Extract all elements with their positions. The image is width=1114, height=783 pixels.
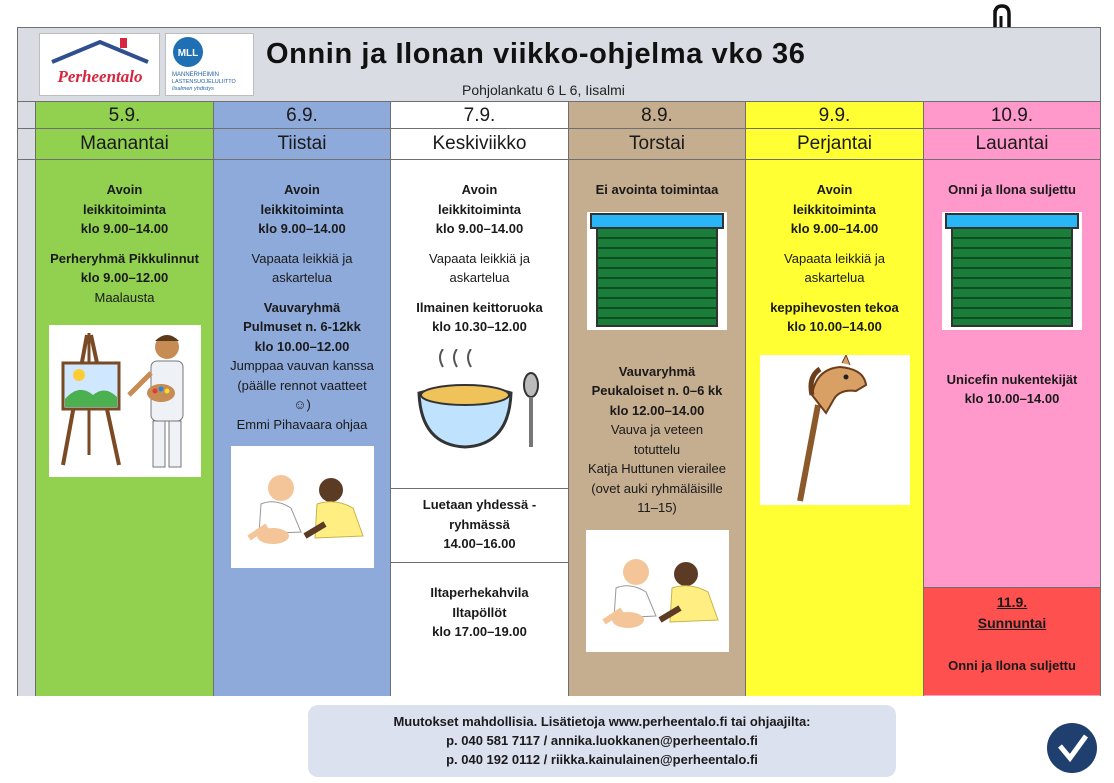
date-cell: 6.9.	[214, 102, 390, 129]
babies-picture	[586, 530, 729, 652]
activity-block: Vapaata leikkiä ja askartelua	[429, 250, 530, 285]
day-name-cell: Lauantai	[924, 129, 1100, 160]
date-cell: 7.9.	[391, 102, 568, 129]
day-name-cell: Perjantai	[746, 129, 923, 160]
activity-block: Ilmainen keittoruoka klo 10.30–12.00	[416, 299, 543, 334]
activity-block: Vauvaryhmä Pulmuset n. 6-12kk klo 10.00–12.00	[243, 299, 361, 354]
day-column-tuesday	[214, 102, 391, 696]
painter-picture	[49, 325, 201, 477]
day-column-wednesday	[391, 102, 569, 696]
day-name-cell: Maanantai	[36, 129, 213, 160]
date-cell: 9.9.	[746, 102, 923, 129]
weekly-schedule-table	[17, 27, 1101, 696]
day-name-cell: Torstai	[569, 129, 745, 160]
gutter-day-row	[18, 129, 36, 160]
svg-text:MANNERHEIMIN: MANNERHEIMIN	[172, 72, 220, 78]
soup-picture	[415, 349, 545, 457]
address: Pohjolankatu 6 L 6, Iisalmi	[462, 82, 625, 98]
activity-block: Vauva ja veteen totuttelu Katja Huttunen vierailee (ovet auki ryhmäläisille 11–15)	[587, 422, 727, 515]
activity-block: Avoin leikkitoiminta klo 9.00–14.00	[435, 182, 524, 236]
sunday-status: Onni ja Ilona suljettu	[948, 658, 1076, 673]
hobby-horse-picture	[760, 355, 910, 505]
contact-line: p. 040 192 0112 / riikka.kainulainen@perheentalo.fi	[446, 752, 758, 767]
contact-info-box	[308, 705, 896, 777]
svg-text:MLL: MLL	[177, 48, 199, 59]
activity-block: Unicefin nukentekijät klo 10.00–14.00	[946, 371, 1078, 406]
mll-logo	[165, 33, 254, 96]
activity-block: keppihevosten tekoa klo 10.00–14.00	[770, 299, 899, 334]
day-name-cell: Keskiviikko	[391, 129, 568, 160]
day-column-sunday	[924, 587, 1100, 695]
day-column-friday	[746, 102, 924, 696]
activity-block: Avoin leikkitoiminta klo 9.00–14.00	[790, 182, 879, 236]
activity-block: Avoin leikkitoiminta klo 9.00–14.00	[80, 182, 169, 236]
activity-subcell: Luetaan yhdessä - ryhmässä 14.00–16.00	[391, 488, 568, 562]
activity-block: Vapaata leikkiä ja askartelua	[784, 250, 885, 285]
closed-shutter-picture	[942, 212, 1082, 330]
schedule-header	[18, 28, 1100, 102]
page-title: Onnin ja Ilonan viikko-ohjelma vko 36	[266, 38, 806, 70]
activity-block: Vauvaryhmä Peukaloiset n. 0–6 kk klo 12.00–14.00	[591, 363, 723, 418]
closed-shutter-picture	[587, 212, 727, 330]
day-column-saturday	[924, 102, 1100, 696]
activity-note: Maalausta	[94, 289, 155, 305]
sunday-name: Sunnuntai	[977, 615, 1047, 631]
activity-block: Onni ja Ilona suljettu	[948, 182, 1076, 197]
perheentalo-logo	[39, 33, 160, 96]
date-cell: 8.9.	[569, 102, 745, 129]
day-name-cell: Tiistai	[214, 129, 390, 160]
contact-line: p. 040 581 7117 / annika.luokkanen@perheentalo.fi	[446, 733, 758, 748]
date-cell: 5.9.	[36, 102, 213, 129]
activity-block: Ei avointa toimintaa	[595, 182, 719, 197]
quality-badge-icon	[1046, 722, 1098, 774]
gutter-date-row	[18, 102, 36, 129]
activity-subcell: Iltaperhekahvila Iltapöllöt klo 17.00–19.00	[391, 562, 568, 696]
day-column-monday	[36, 102, 214, 696]
activity-block: Perheryhmä Pikkulinnut klo 9.00–12.00	[50, 250, 199, 285]
day-column-thursday	[569, 102, 746, 696]
activity-block: Vapaata leikkiä ja askartelua	[251, 250, 353, 285]
date-cell: 10.9.	[924, 102, 1100, 129]
gutter-content-row	[18, 160, 36, 696]
changes-note: Muutokset mahdollisia. Lisätietoja www.perheentalo.fi tai ohjaajilta:	[393, 714, 811, 729]
babies-picture	[231, 446, 374, 568]
svg-text:Iisalmen yhdistys: Iisalmen yhdistys	[172, 86, 214, 92]
svg-text:LASTENSUOJELULIITTO: LASTENSUOJELULIITTO	[172, 79, 236, 85]
activity-block: Jumppaa vauvan kanssa (päälle rennot vaatteet ☺) Emmi Pihavaara ohjaa	[230, 358, 374, 432]
sunday-date: 11.9.	[996, 594, 1028, 610]
activity-block: Avoin leikkitoiminta klo 9.00–14.00	[258, 182, 346, 236]
svg-text:Perheentalo: Perheentalo	[57, 67, 143, 86]
